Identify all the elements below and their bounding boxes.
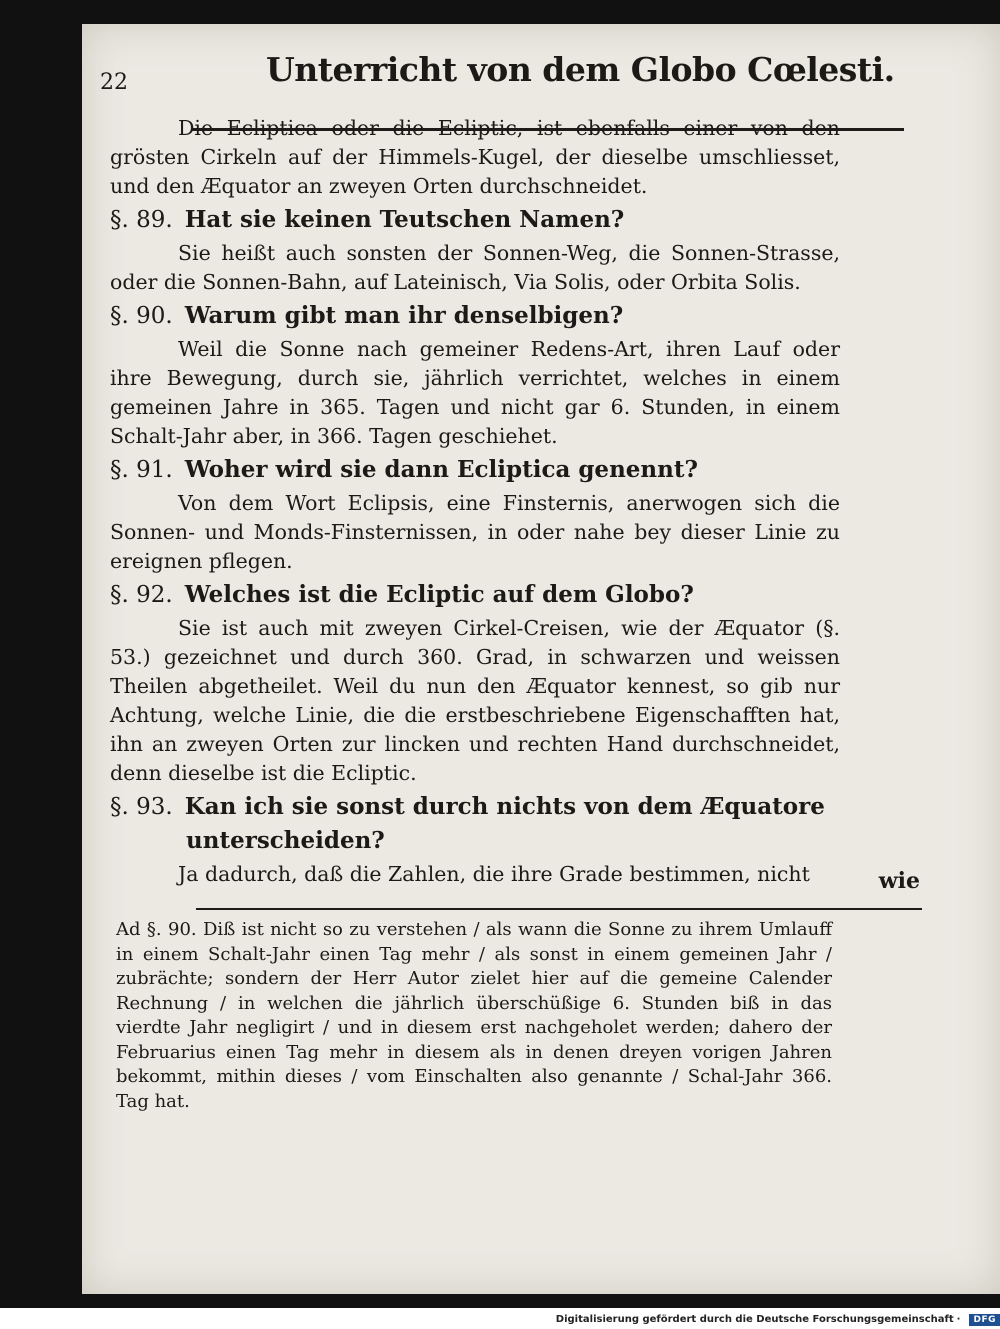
dfg-logo: DFG: [969, 1314, 1000, 1326]
catchword: wie: [878, 868, 920, 894]
footnote-text: Diß ist nicht so zu verstehen / als wann die Sonne zu ihrem Umlauff in einem Schalt-Jahr einen Tag mehr / als sonst in einem gemeinen Jahr / zubrächte; sondern der Herr Autor zielet hier auf die gemeine Calender Rechnung / in welchen die jährlich überschüßige 6. Stunden biß in das vierdte Jahr negligirt / und in diesem erst nachgeholet werden; dahero der Februarius einen Tag mehr in diesem als in denen dreyen vorigen Jahren bekommt, mithin dieses / vom Einschalten also genannte / Schal-Jahr 366. Tag hat.: [116, 919, 832, 1112]
page-number: 22: [100, 70, 128, 95]
footnote-rule: [196, 908, 922, 910]
section-number: §. 92.: [110, 582, 173, 608]
answer-93: Ja dadurch, daß die Zahlen, die ihre Grade bestimmen, nicht: [178, 862, 810, 886]
question-93: [110, 788, 840, 860]
paragraph-88: Die Ecliptica oder die Ecliptic, ist ebenfalls einer von den grösten Cirkeln auf der Himmels-Kugel, der dieselbe umschliesset, und den Æquator an zweyen Orten durchschneidet.: [110, 116, 840, 198]
main-text: [110, 114, 840, 889]
section-number: §. 90.: [110, 303, 173, 329]
answer-92: Sie ist auch mit zweyen Cirkel-Creisen, wie der Æquator (§. 53.) gezeichnet und durch 360. Grad, in schwarzen und weissen Theilen abgetheilet. Weil du nun den Æquator kennest, so gib nur Achtung, welche Linie, die die erstbeschriebene Eigenschafften hat, ihn an zweyen Orten zur lincken und rechten Hand durchschneidet, denn dieselbe ist die Ecliptic.: [110, 616, 840, 785]
answer-91: Von dem Wort Eclipsis, eine Finsternis, anerwogen sich die Sonnen- und Monds-Finsternissen, in oder nahe bey dieser Linie zu ereignen pflegen.: [110, 491, 840, 573]
section-number: §. 89.: [110, 207, 173, 233]
footnote-reference: Ad §. 90.: [116, 919, 197, 940]
question-text: Hat sie keinen Teutschen Namen?: [184, 206, 625, 233]
credit-separator: ·: [956, 1314, 961, 1325]
question-text: Kan ich sie sonst durch nichts von dem Æquatore unterscheiden?: [184, 793, 825, 854]
question-text: Woher wird sie dann Ecliptica genennt?: [184, 456, 698, 483]
question-text: Welches ist die Ecliptic auf dem Globo?: [184, 581, 694, 608]
section-number: §. 91.: [110, 457, 173, 483]
answer-90: Weil die Sonne nach gemeiner Redens-Art, ihren Lauf oder ihre Bewegung, durch sie, jährlich verrichtet, welches in einem gemeinen Jahre in 365. Tagen und nicht gar 6. Stunden, in einem Schalt-Jahr aber, in 366. Tagen geschiehet.: [110, 337, 840, 448]
question-89: [110, 201, 840, 239]
credit-text: Digitalisierung gefördert durch die Deutsche Forschungsgemeinschaft: [555, 1314, 954, 1325]
question-91: [110, 451, 840, 489]
running-title: Unterricht von dem Globo Cœlesti.: [266, 50, 895, 89]
question-92: [110, 576, 840, 614]
footnote: [116, 918, 832, 1114]
digitization-credit: [556, 1310, 1000, 1329]
page-header: [100, 50, 895, 110]
question-90: [110, 297, 840, 335]
section-number: §. 93.: [110, 794, 173, 820]
answer-89: Sie heißt auch sonsten der Sonnen-Weg, die Sonnen-Strasse, oder die Sonnen-Bahn, auf Lateinisch, Via Solis, oder Orbita Solis.: [110, 241, 840, 294]
question-text: Warum gibt man ihr denselbigen?: [184, 302, 624, 329]
